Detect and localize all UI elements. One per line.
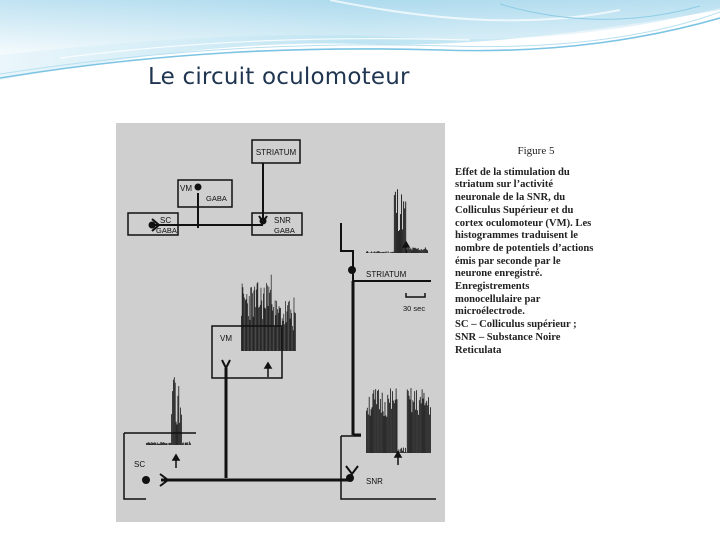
histogram-bar bbox=[390, 388, 391, 453]
histogram-bar bbox=[264, 288, 265, 351]
histogram-bar bbox=[375, 389, 376, 453]
histogram-bar bbox=[178, 386, 179, 445]
histogram-bar bbox=[396, 213, 397, 253]
histogram-bar bbox=[261, 301, 262, 351]
histogram-bar bbox=[156, 444, 157, 445]
histogram-bar bbox=[421, 403, 422, 453]
histogram-bar bbox=[419, 400, 420, 453]
histogram-bar bbox=[166, 443, 167, 445]
histogram-bar bbox=[404, 452, 405, 453]
histogram-bar bbox=[379, 252, 380, 253]
histogram-bar bbox=[427, 250, 428, 253]
histogram-bar bbox=[383, 252, 384, 253]
histogram-bar bbox=[285, 301, 286, 351]
histogram-bar bbox=[405, 448, 406, 453]
histogram-bar bbox=[380, 252, 381, 253]
histogram-bar bbox=[400, 214, 401, 253]
histogram-bar bbox=[254, 291, 255, 352]
histogram-bar bbox=[242, 284, 243, 351]
histogram-bar bbox=[390, 252, 391, 253]
histogram-bar bbox=[386, 415, 387, 453]
histogram-bar bbox=[146, 443, 147, 445]
histogram-bar bbox=[420, 250, 421, 253]
histogram-bar bbox=[262, 319, 263, 351]
histogram-bar bbox=[410, 399, 411, 453]
histogram-bar bbox=[148, 442, 149, 445]
snr-trace-label: SNR bbox=[366, 477, 383, 486]
histogram-bar bbox=[290, 319, 291, 351]
histogram-bar bbox=[278, 313, 279, 351]
histogram-bar bbox=[289, 301, 290, 351]
caption-line: SC – Colliculus supérieur ; bbox=[455, 319, 577, 331]
histogram-bar bbox=[266, 283, 267, 351]
histogram-bar bbox=[373, 252, 374, 253]
scale-bar-label: 30 sec bbox=[403, 304, 426, 313]
histogram-bar bbox=[400, 449, 401, 453]
histogram-bar bbox=[410, 248, 411, 253]
histogram-bar bbox=[287, 305, 288, 351]
histogram-bar bbox=[425, 247, 426, 253]
caption-line: monocellulaire par bbox=[455, 293, 541, 305]
histogram-bar bbox=[260, 305, 261, 351]
histogram-bar bbox=[418, 248, 419, 253]
histogram-bar bbox=[409, 249, 410, 253]
histogram-bar bbox=[243, 294, 244, 351]
histogram-bar bbox=[385, 402, 386, 453]
histogram-bar bbox=[276, 301, 277, 351]
histogram-bar bbox=[160, 442, 161, 445]
histogram-bar bbox=[377, 251, 378, 253]
histogram-bar bbox=[269, 287, 270, 351]
histogram-bar bbox=[181, 415, 182, 445]
histogram-bar bbox=[280, 308, 281, 351]
histogram-bar bbox=[382, 393, 383, 453]
histogram-bar bbox=[377, 391, 378, 453]
histogram-bar bbox=[178, 396, 179, 445]
histogram-bar bbox=[370, 416, 371, 453]
histogram-bar bbox=[187, 442, 188, 445]
histogram-bar bbox=[415, 410, 416, 453]
histogram-bar bbox=[383, 411, 384, 453]
histogram-bar bbox=[416, 248, 417, 253]
histogram-bar bbox=[250, 320, 251, 351]
histogram-bar bbox=[161, 442, 162, 445]
caption-line: histogrammes traduisent le bbox=[455, 230, 578, 242]
histogram-bar bbox=[406, 452, 407, 453]
caption-line: nombre de potentiels d’actions bbox=[455, 242, 594, 254]
histogram-bar bbox=[155, 443, 156, 445]
caption-title: Figure 5 bbox=[517, 145, 555, 157]
histogram-bar bbox=[279, 306, 280, 351]
histogram-bar bbox=[241, 316, 242, 351]
histogram-bar bbox=[249, 296, 250, 351]
histogram-bar bbox=[182, 443, 183, 445]
striatum-box-label: STRIATUM bbox=[255, 148, 297, 157]
histogram-bar bbox=[286, 322, 287, 351]
histogram-bar bbox=[382, 252, 383, 253]
histogram-bar bbox=[387, 395, 388, 453]
histogram-bar bbox=[426, 249, 427, 253]
histogram-bar bbox=[270, 290, 271, 351]
histogram-bar bbox=[293, 330, 294, 351]
histogram-bar bbox=[371, 409, 372, 453]
histogram-bar bbox=[294, 297, 295, 351]
histogram-bar bbox=[150, 443, 151, 445]
histogram-bar bbox=[420, 397, 421, 453]
histogram-bar bbox=[173, 380, 174, 445]
histogram-bar bbox=[375, 252, 376, 253]
histogram-bar bbox=[392, 252, 393, 253]
histogram-bar bbox=[386, 417, 387, 453]
histogram-bar bbox=[272, 311, 273, 351]
histogram-bar bbox=[384, 252, 385, 253]
caption-line: Colliculus Supérieur et du bbox=[455, 204, 574, 216]
histogram-bar bbox=[258, 282, 259, 351]
histogram-bar bbox=[265, 308, 266, 351]
striatum-trace-label: STRIATUM bbox=[366, 270, 407, 279]
histogram-bar bbox=[183, 442, 184, 445]
vm-box-label: VM bbox=[180, 184, 192, 193]
histogram-bar bbox=[171, 414, 172, 445]
histogram-bar bbox=[284, 324, 285, 351]
histogram-bar bbox=[418, 415, 419, 453]
histogram-bar bbox=[368, 414, 369, 453]
histogram-bar bbox=[245, 300, 246, 351]
histogram-bar bbox=[412, 400, 413, 453]
histogram-bar bbox=[251, 287, 252, 351]
histogram-bar bbox=[401, 194, 402, 253]
histogram-bar bbox=[160, 444, 161, 445]
histogram-bar bbox=[162, 443, 163, 445]
histogram-bar bbox=[287, 311, 288, 351]
histogram-bar bbox=[271, 275, 272, 351]
histogram-bar bbox=[275, 300, 276, 351]
histogram-bar bbox=[281, 327, 282, 351]
histogram-bar bbox=[429, 415, 430, 453]
histogram-bar bbox=[416, 390, 417, 453]
caption-line: Effet de la stimulation du bbox=[455, 166, 570, 178]
gaba-snr-label: GABA bbox=[274, 226, 295, 235]
histogram-bar bbox=[265, 309, 266, 351]
histogram-bar bbox=[175, 383, 176, 445]
histogram-bar bbox=[425, 403, 426, 453]
figure-caption bbox=[455, 145, 605, 357]
histogram-bar bbox=[422, 250, 423, 253]
histogram-bar bbox=[422, 389, 423, 453]
histogram-bar bbox=[367, 408, 368, 453]
histogram-bar bbox=[413, 247, 414, 253]
histogram-bar bbox=[426, 401, 427, 453]
histogram-bar bbox=[408, 391, 409, 453]
histogram-bar bbox=[430, 407, 431, 453]
histogram-bar bbox=[267, 285, 268, 351]
histogram-bar bbox=[277, 309, 278, 351]
histogram-bar bbox=[276, 315, 277, 351]
histogram-bar bbox=[376, 252, 377, 253]
histogram-bar bbox=[373, 394, 374, 453]
histogram-bar bbox=[396, 389, 397, 453]
histogram-bar bbox=[391, 252, 392, 253]
histogram-bar bbox=[179, 423, 180, 445]
histogram-bar bbox=[373, 390, 374, 453]
histogram-bar bbox=[408, 248, 409, 253]
histogram-bar bbox=[250, 287, 251, 351]
caption-line: neurone enregistré. bbox=[455, 268, 543, 280]
histogram-bar bbox=[374, 251, 375, 253]
histogram-bar bbox=[407, 248, 408, 253]
histogram-bar bbox=[158, 444, 159, 445]
histogram-bar bbox=[157, 442, 158, 445]
histogram-bar bbox=[417, 249, 418, 253]
caption-line: Enregistrements bbox=[455, 281, 530, 293]
histogram-bar bbox=[371, 251, 372, 253]
circuit-figure bbox=[116, 123, 445, 522]
histogram-bar bbox=[414, 391, 415, 453]
histogram-bar bbox=[172, 391, 173, 445]
histogram-bar bbox=[427, 405, 428, 453]
histogram-bar bbox=[280, 308, 281, 351]
histogram-bar bbox=[402, 451, 403, 453]
histogram-bar bbox=[170, 443, 171, 445]
histogram-bar bbox=[368, 252, 369, 253]
histogram-bar bbox=[378, 251, 379, 253]
histogram-bar bbox=[395, 400, 396, 453]
histogram-bar bbox=[185, 443, 186, 445]
histogram-bar bbox=[366, 252, 367, 253]
histogram-bar bbox=[288, 302, 289, 351]
histogram-bar bbox=[257, 283, 258, 351]
gaba-sc-label: GABA bbox=[156, 226, 177, 235]
histogram-bar bbox=[381, 413, 382, 453]
histogram-bar bbox=[263, 294, 264, 351]
histogram-bar bbox=[424, 393, 425, 453]
histogram-bar bbox=[273, 307, 274, 351]
histogram-bar bbox=[258, 307, 259, 351]
histogram-bar bbox=[247, 294, 248, 351]
histogram-bar bbox=[244, 298, 245, 351]
histogram-bar bbox=[412, 412, 413, 453]
histogram-bar bbox=[428, 397, 429, 453]
histogram-bar bbox=[268, 306, 269, 351]
histogram-bar bbox=[187, 443, 188, 445]
histogram-bar bbox=[421, 249, 422, 253]
histogram-bar bbox=[397, 189, 398, 253]
caption-line: émis par seconde par le bbox=[455, 255, 561, 267]
histogram-bar bbox=[252, 293, 253, 351]
histogram-bar bbox=[153, 443, 154, 445]
histogram-bar bbox=[393, 401, 394, 453]
histogram-bar bbox=[165, 443, 166, 445]
histogram-bar bbox=[164, 443, 165, 445]
histogram-bar bbox=[159, 444, 160, 445]
histogram-bar bbox=[380, 399, 381, 453]
histogram-bar bbox=[274, 327, 275, 351]
histogram-bar bbox=[388, 251, 389, 253]
caption-line: microélectrode. bbox=[455, 306, 525, 318]
histogram-bar bbox=[398, 231, 399, 253]
caption-line: neuronale de la SNR, du bbox=[455, 192, 566, 204]
histogram-bar bbox=[189, 442, 190, 445]
histogram-bar bbox=[414, 248, 415, 253]
histogram-bar bbox=[154, 442, 155, 445]
histogram-bar bbox=[415, 248, 416, 253]
histogram-bar bbox=[411, 388, 412, 453]
histogram-bar bbox=[367, 251, 368, 253]
header-banner bbox=[0, 0, 720, 110]
caption-line: striatum sur l’activité bbox=[455, 179, 554, 191]
histogram-bar bbox=[167, 443, 168, 445]
histogram-bar bbox=[401, 448, 402, 453]
histogram-bar bbox=[151, 442, 152, 445]
histogram-bar bbox=[292, 326, 293, 351]
histogram-bar bbox=[392, 391, 393, 453]
histogram-bar bbox=[177, 424, 178, 445]
histogram-bar bbox=[397, 399, 398, 453]
histogram-bar bbox=[402, 229, 403, 253]
histogram-bar bbox=[424, 249, 425, 253]
histogram-bar bbox=[425, 405, 426, 453]
histogram-bar bbox=[295, 313, 296, 351]
histogram-bar bbox=[395, 192, 396, 253]
histogram-bar bbox=[152, 443, 153, 445]
histogram-bar bbox=[384, 416, 385, 453]
histogram-bar bbox=[255, 307, 256, 351]
vm-trace-label: VM bbox=[220, 334, 232, 343]
histogram-bar bbox=[169, 443, 170, 445]
histogram-bar bbox=[403, 448, 404, 453]
histogram-bar bbox=[151, 444, 152, 445]
histogram-bar bbox=[291, 313, 292, 351]
histogram-bar bbox=[372, 407, 373, 453]
histogram-bar bbox=[391, 409, 392, 453]
histogram-bar bbox=[180, 408, 181, 445]
histogram-bar bbox=[261, 288, 262, 351]
histogram-bar bbox=[272, 304, 273, 351]
histogram-bar bbox=[376, 404, 377, 453]
histogram-bar bbox=[174, 377, 175, 445]
histogram-bar bbox=[259, 307, 260, 351]
histogram-bar bbox=[407, 389, 408, 453]
histogram-bar bbox=[386, 251, 387, 253]
histogram-bar bbox=[246, 299, 247, 351]
histogram-bar bbox=[393, 252, 394, 253]
histogram-bar bbox=[256, 289, 257, 351]
histogram-bar bbox=[294, 312, 295, 351]
caption-line: SNR – Substance Noire bbox=[455, 331, 561, 343]
histogram-bar bbox=[389, 403, 390, 453]
sc-trace-label: SC bbox=[134, 460, 146, 469]
histogram-bar bbox=[409, 396, 410, 453]
histogram-bar bbox=[283, 314, 284, 351]
snr-box-label: SNR bbox=[274, 216, 291, 225]
histogram-bar bbox=[283, 321, 284, 351]
histogram-bar bbox=[163, 442, 164, 445]
histogram-bar bbox=[399, 452, 400, 453]
histogram-bar bbox=[423, 249, 424, 253]
histogram-bar bbox=[282, 318, 283, 351]
histogram-bar bbox=[254, 287, 255, 351]
histogram-bar bbox=[394, 403, 395, 453]
sc-box-label: SC bbox=[160, 216, 172, 225]
gaba-vm-label: GABA bbox=[206, 194, 227, 203]
histogram-bar bbox=[378, 390, 379, 453]
histogram-bar bbox=[248, 316, 249, 351]
histogram-bar bbox=[374, 399, 375, 453]
histogram-bar bbox=[423, 399, 424, 453]
histogram-bar bbox=[417, 410, 418, 453]
histogram-bar bbox=[176, 422, 177, 445]
histogram-bar bbox=[419, 250, 420, 253]
caption-line: Reticulata bbox=[455, 344, 502, 356]
histogram-bar bbox=[369, 397, 370, 453]
histogram-bar bbox=[253, 317, 254, 351]
histogram-bar bbox=[147, 443, 148, 445]
histogram-bar bbox=[388, 399, 389, 453]
histogram-bar bbox=[247, 303, 248, 351]
slide-title: Le circuit oculomoteur bbox=[148, 64, 410, 90]
histogram-bar bbox=[399, 230, 400, 253]
histogram-bar bbox=[149, 443, 150, 445]
histogram-bar bbox=[243, 287, 244, 351]
histogram-bar bbox=[366, 411, 367, 453]
histogram-bar bbox=[394, 195, 395, 253]
histogram-bar bbox=[413, 402, 414, 453]
histogram-bar bbox=[186, 442, 187, 445]
histogram-bar bbox=[291, 310, 292, 351]
caption-line: cortex oculomoteur (VM). Les bbox=[455, 217, 592, 229]
histogram-bar bbox=[411, 250, 412, 253]
histogram-bar bbox=[385, 252, 386, 253]
histogram-bar bbox=[190, 443, 191, 445]
histogram-bar bbox=[269, 293, 270, 351]
histogram-bar bbox=[379, 409, 380, 453]
histogram-bar bbox=[169, 443, 170, 445]
